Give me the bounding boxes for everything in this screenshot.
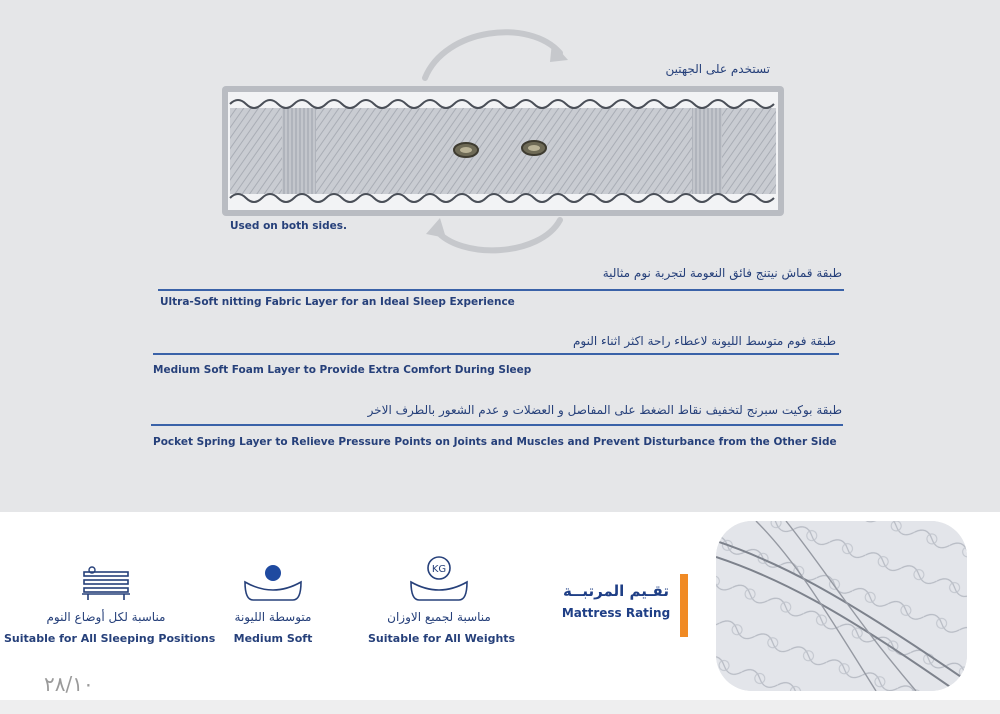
sleeping-positions-icon: [80, 564, 132, 604]
kg-icon-text: KG: [431, 564, 447, 575]
both-sides-label-en: Used on both sides.: [230, 220, 348, 232]
layer-3-divider: [151, 424, 843, 426]
rating-accent-bar: [680, 574, 688, 637]
feature-all-weights-en: Suitable for All Weights: [368, 632, 516, 645]
mattress-rating-ar: تقـيم المرتبــة: [563, 582, 669, 600]
feature-medium-soft-ar: متوسطة الليونة: [234, 610, 312, 624]
feature-sleeping-positions-en: Suitable for All Sleeping Positions: [4, 632, 216, 645]
page-number: ٢٨/١٠: [44, 672, 94, 696]
layer-1-title-en: Ultra-Soft nitting Fabric Layer for an Ideal Sleep Experience: [160, 296, 515, 308]
feature-medium-soft: [218, 564, 328, 645]
layer-3-title-en: Pocket Spring Layer to Relieve Pressure Points on Joints and Muscles and Prevent Disturbance from the Other Side: [153, 436, 837, 448]
layer-2-title-en: Medium Soft Foam Layer to Provide Extra Comfort During Sleep: [153, 364, 532, 376]
layer-2-divider: [153, 353, 839, 355]
fabric-photo: [716, 521, 967, 691]
flip-arrow-top-icon: [410, 18, 580, 88]
feature-sleeping-positions: [4, 564, 216, 645]
flip-arrow-bottom-icon: [420, 212, 570, 262]
mattress-rating-heading: [556, 582, 676, 620]
layer-2-title-ar: طبقة فوم متوسط الليونة لاعطاء راحة اكثر اثناء النوم: [572, 334, 836, 348]
both-sides-label-ar: تستخدم على الجهتين: [665, 62, 770, 76]
feature-all-weights: [368, 556, 516, 645]
feature-sleeping-positions-ar: مناسبة لكل أوضاع النوم: [46, 610, 166, 624]
medium-soft-icon: [241, 564, 305, 604]
mattress-rating-en: Mattress Rating: [561, 606, 671, 620]
page-footer-strip: [0, 700, 1000, 714]
layer-1-title-ar: طبقة قماش نيتنج فائق النعومة لتجربة نوم مثالية: [602, 266, 842, 280]
feature-all-weights-ar: مناسبة لجميع الاوزان: [387, 610, 491, 624]
weight-kg-icon: [407, 556, 471, 604]
layer-1-divider: [158, 289, 844, 291]
layer-3-title-ar: طبقة بوكيت سبرنج لتخفيف نقاط الضغط على المفاصل و العضلات و عدم الشعور بالطرف الاخر: [367, 403, 842, 417]
mattress-cross-section: [222, 86, 784, 216]
feature-medium-soft-en: Medium Soft: [233, 632, 313, 645]
